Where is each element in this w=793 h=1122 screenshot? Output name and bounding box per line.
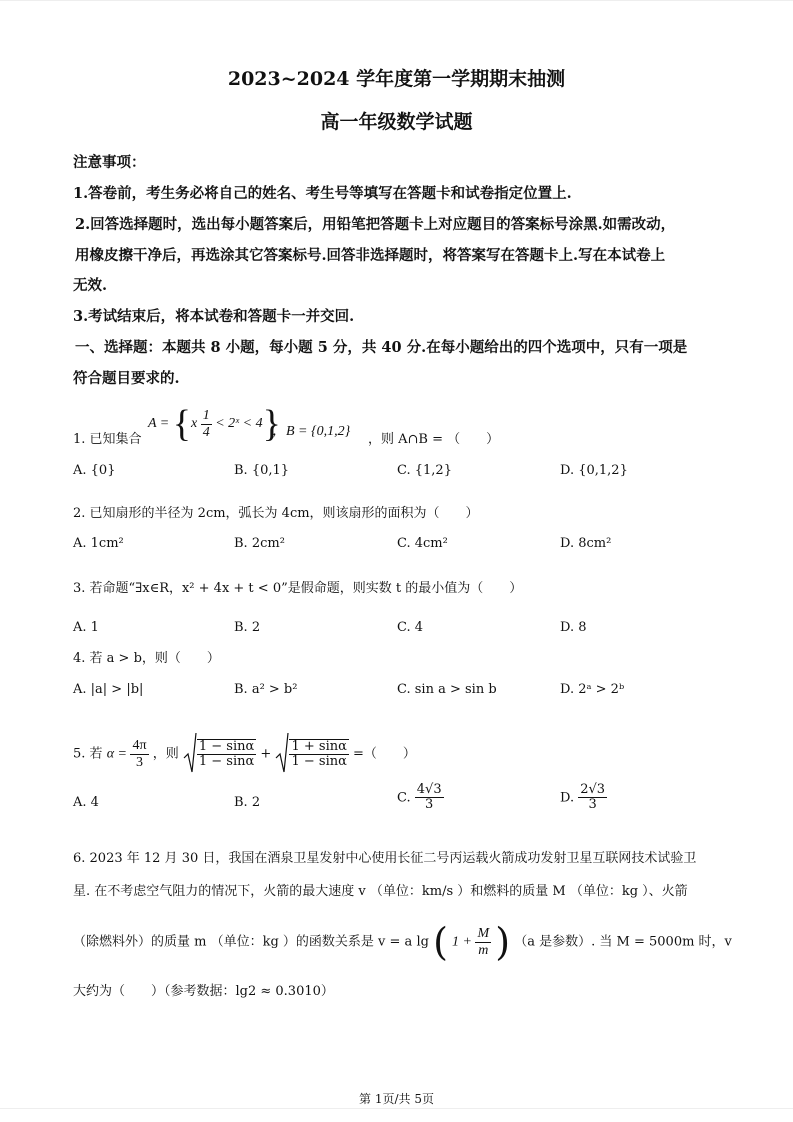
q4-option-b: B. a² > b² bbox=[234, 682, 298, 697]
q1-set-a bbox=[148, 402, 281, 446]
q5-option-a: A. 4 bbox=[73, 795, 99, 810]
q5-option-d-fraction bbox=[578, 783, 607, 813]
note-2-line3: 无效. bbox=[73, 277, 108, 294]
q5-then: ，则 bbox=[152, 746, 179, 762]
q5-radical-2-fraction bbox=[289, 739, 348, 770]
q1-option-c: C. {1,2} bbox=[397, 463, 452, 478]
radical-sign-icon bbox=[183, 732, 197, 776]
q5-alpha-num: 4π bbox=[132, 738, 147, 754]
q1-option-d: D. {0,1,2} bbox=[560, 463, 628, 478]
section1-instructions-line2: 符合题目要求的. bbox=[73, 370, 180, 387]
q5-radical-1-fraction bbox=[197, 739, 256, 770]
q5-stem bbox=[73, 732, 416, 776]
q1-prefix: 1. 已知集合 bbox=[73, 432, 142, 447]
radical-sign-icon bbox=[275, 732, 289, 776]
q5-r2-num: 1 + sinα bbox=[291, 738, 347, 754]
q1-frac-num: 1 bbox=[202, 408, 210, 424]
q1-fraction bbox=[201, 408, 212, 440]
q1-set-a-right: < 2ˣ < 4 bbox=[215, 416, 263, 432]
q2-option-b: B. 2cm² bbox=[234, 536, 285, 551]
q3-option-d: D. 8 bbox=[560, 620, 587, 635]
q4-stem: 4. 若 a > b，则（ ） bbox=[73, 651, 220, 666]
q6-fraction bbox=[475, 926, 491, 958]
q5-option-c bbox=[397, 783, 444, 813]
q5-option-d bbox=[560, 783, 607, 813]
q6-line4: 大约为（ ）（参考数据：lg2 ≈ 0.3010） bbox=[73, 984, 334, 999]
q1-option-a: A. {0} bbox=[73, 463, 116, 478]
q6-frac-num: M bbox=[477, 926, 490, 942]
q5-r1-num: 1 − sinα bbox=[198, 738, 255, 754]
q5-option-c-label: C. bbox=[397, 790, 411, 806]
q5-d-num: 2√3 bbox=[580, 782, 606, 797]
q5-radical-1 bbox=[183, 732, 256, 776]
q6-line1: 6. 2023 年 12 月 30 日，我国在酒泉卫星发射中心使用长征二号丙运载火箭成功发射卫星互联网技术试验卫 bbox=[73, 851, 697, 866]
q5-prefix: 5. 若 bbox=[73, 746, 103, 762]
q3-stem: 3. 若命题“∃x∈R，x² + 4x + t < 0”是假命题，则实数 t 的最小值为（ ） bbox=[73, 581, 523, 596]
q6-paren-left: ( bbox=[433, 920, 448, 964]
bottom-rule bbox=[0, 1108, 793, 1109]
q5-tail: =（ ） bbox=[353, 746, 416, 762]
q6-one-plus: 1 + bbox=[452, 934, 476, 950]
q2-option-a: A. 1cm² bbox=[73, 536, 124, 551]
q1-brace-right: } bbox=[262, 403, 281, 445]
q5-alpha-fraction bbox=[130, 738, 148, 770]
note-2-line1: 2.回答选择题时，选出每小题答案后，用铅笔把答题卡上对应题目的答案标号涂黑.如需改动， bbox=[75, 216, 676, 233]
q6-line3 bbox=[73, 920, 732, 964]
q1-brace-left: { bbox=[172, 403, 191, 445]
q5-c-den: 3 bbox=[425, 797, 434, 813]
q3-option-c: C. 4 bbox=[397, 620, 424, 635]
q1-option-b: B. {0,1} bbox=[234, 463, 290, 478]
q5-d-den: 3 bbox=[588, 797, 597, 813]
q4-option-c: C. sin a > sin b bbox=[397, 682, 497, 697]
q6-line3-start: （除燃料外）的质量 m （单位：kg ）的函数关系是 v = a lg bbox=[73, 934, 429, 950]
q2-stem: 2. 已知扇形的半径为 2cm，弧长为 4cm，则该扇形的面积为（ ） bbox=[73, 506, 479, 521]
q2-option-d: D. 8cm² bbox=[560, 536, 612, 551]
q6-line2: 星. 在不考虑空气阻力的情况下，火箭的最大速度 v （单位：km/s ）和燃料的质量 M （单位：kg ）、火箭 bbox=[73, 884, 688, 899]
top-rule bbox=[0, 0, 793, 1]
q3-option-b: B. 2 bbox=[234, 620, 261, 635]
q6-paren-right: ) bbox=[495, 920, 511, 964]
q5-alpha-den: 3 bbox=[136, 754, 144, 770]
notes-heading: 注意事项： bbox=[73, 154, 146, 171]
note-3: 3.考试结束后，将本试卷和答题卡一并交回. bbox=[73, 308, 355, 325]
q1-set-a-var: x bbox=[191, 416, 198, 432]
q6-line3-end: （a 是参数）. 当 M = 5000m 时，v bbox=[514, 934, 732, 950]
exam-title-line1: 2023~2024 学年度第一学期期末抽测 bbox=[227, 68, 566, 90]
q5-option-c-fraction bbox=[415, 783, 444, 813]
q3-option-a: A. 1 bbox=[73, 620, 99, 635]
q1-set-a-lhs: A = bbox=[148, 416, 173, 432]
q1-set-b: ，B = {0,1,2} bbox=[272, 424, 351, 439]
exam-title-line2: 高一年级数学试题 bbox=[320, 111, 473, 133]
q1-tail: ，则 A∩B = （ ） bbox=[368, 432, 500, 447]
q1-frac-den: 4 bbox=[202, 424, 210, 440]
q2-option-c: C. 4cm² bbox=[397, 536, 448, 551]
q5-option-b: B. 2 bbox=[234, 795, 261, 810]
q4-option-d: D. 2ᵃ > 2ᵇ bbox=[560, 682, 625, 697]
note-1: 1.答卷前，考生务必将自己的姓名、考生号等填写在答题卡和试卷指定位置上. bbox=[73, 185, 572, 202]
q5-r1-den: 1 − sinα bbox=[198, 754, 255, 769]
q6-frac-den: m bbox=[478, 942, 489, 958]
q4-option-a: A. |a| > |b| bbox=[73, 682, 144, 697]
page-footer: 第 1页/共 5页 bbox=[359, 1092, 434, 1106]
q5-r2-den: 1 − sinα bbox=[291, 754, 347, 769]
q5-c-num: 4√3 bbox=[416, 782, 442, 797]
note-2-line2: 用橡皮擦干净后，再选涂其它答案标号.回答非选择题时，将答案写在答题卡上.写在本试卷上 bbox=[75, 247, 666, 264]
section1-instructions-line1: 一、选择题：本题共 8 小题，每小题 5 分，共 40 分.在每小题给出的四个选项中，只有一项是 bbox=[75, 339, 688, 356]
q5-radical-2 bbox=[275, 732, 348, 776]
q5-alpha: α = bbox=[106, 746, 131, 762]
q5-plus: + bbox=[260, 746, 272, 762]
q5-option-d-label: D. bbox=[560, 790, 575, 806]
